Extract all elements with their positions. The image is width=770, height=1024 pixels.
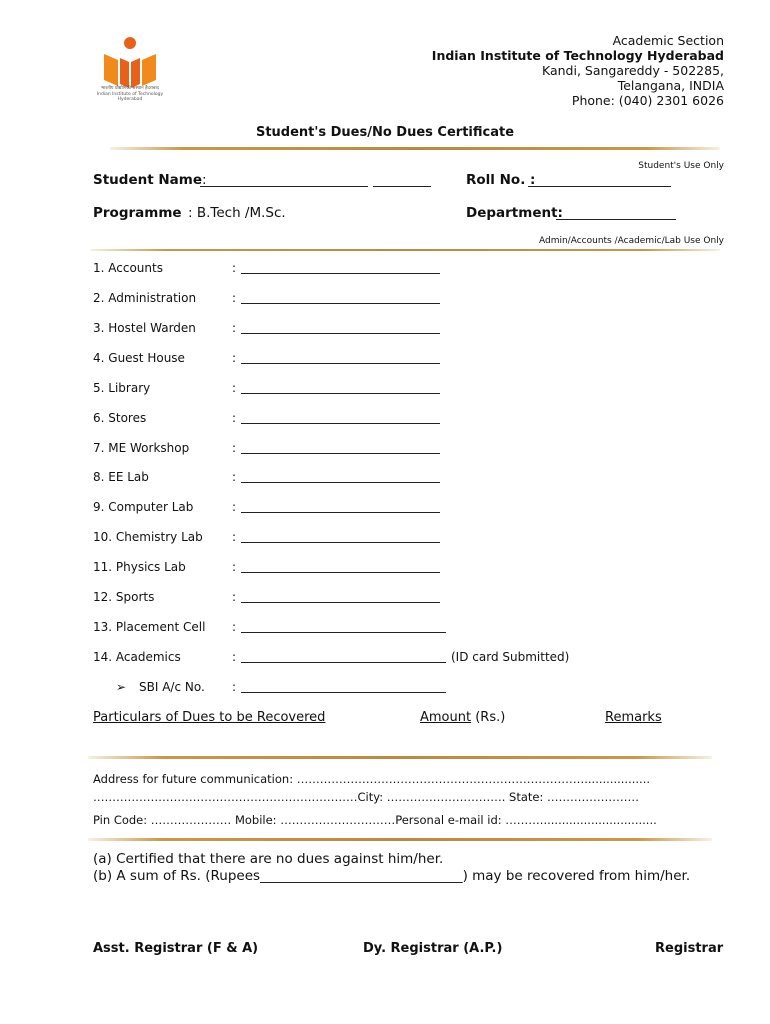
dues-row-field[interactable]	[241, 512, 440, 513]
dues-row-label: 9. Computer Lab	[93, 500, 194, 514]
dues-row-colon: :	[232, 411, 237, 425]
sbi-bullet-icon: ➢	[116, 680, 127, 694]
certification-recover-sum: (b) A sum of Rs. (Rupees______________________________) may be recovered from him/her.	[93, 868, 691, 884]
dues-row-colon: :	[232, 560, 237, 574]
dues-row-label: 12. Sports	[93, 590, 155, 604]
logo-caption-hindi: भारतीय प्रौद्योगिकी संस्थान हैदराबाद	[101, 86, 159, 91]
future-address-line-2[interactable]: ……………………………………………………………City: …………………………. State: ……………………	[93, 790, 640, 804]
logo-caption-city: Hyderabad	[117, 97, 143, 102]
remarks-column-header: Remarks	[605, 710, 662, 725]
phone-number: Phone: (040) 2301 6026	[571, 93, 724, 108]
dues-row-colon: :	[232, 441, 237, 455]
programme-value: : B.Tech /M.Sc.	[188, 205, 286, 221]
admin-use-note: Admin/Accounts /Academic/Lab Use Only	[539, 236, 724, 246]
department-label: Department:	[466, 205, 563, 221]
dues-row-label: 4. Guest House	[93, 351, 185, 365]
programme-label: Programme	[93, 205, 182, 221]
dues-row-colon: :	[232, 381, 237, 395]
student-name-label-text: Student Name	[93, 172, 203, 188]
dues-row-field[interactable]	[241, 303, 440, 304]
dues-row-field[interactable]	[241, 273, 440, 274]
address-divider	[88, 838, 712, 841]
admin-divider	[90, 249, 720, 251]
dues-row-field[interactable]	[241, 482, 440, 483]
roll-no-label: Roll No. :	[466, 172, 536, 188]
sbi-colon: :	[232, 680, 237, 694]
student-name-colon: :	[202, 172, 207, 188]
roll-no-field[interactable]	[528, 186, 671, 187]
dues-row-colon: :	[232, 530, 237, 544]
student-name-field-2[interactable]	[373, 186, 431, 187]
amount-column-header	[420, 710, 505, 725]
sbi-field[interactable]	[241, 692, 446, 693]
logo-caption-english: Indian Institute of Technology	[96, 91, 164, 97]
address-line-1: Kandi, Sangareddy - 502285,	[542, 63, 724, 78]
institute-address	[432, 33, 724, 108]
dues-row-field[interactable]	[241, 453, 440, 454]
dues-row-label: 3. Hostel Warden	[93, 321, 196, 335]
dues-row-colon: :	[232, 321, 237, 335]
dues-row-field[interactable]	[241, 632, 446, 633]
dues-row-label: 7. ME Workshop	[93, 441, 190, 455]
particulars-divider	[88, 756, 712, 759]
address-line-2: Telangana, INDIA	[617, 78, 724, 93]
dues-row-label: 14. Academics	[93, 650, 181, 664]
signature-registrar: Registrar	[655, 941, 724, 956]
dues-row-field[interactable]	[241, 602, 440, 603]
dues-row-label: 8. EE Lab	[93, 470, 149, 484]
dues-row-field[interactable]	[241, 662, 446, 663]
section-name: Academic Section	[612, 33, 724, 48]
dues-row-field[interactable]	[241, 423, 440, 424]
logo-caption	[92, 86, 168, 103]
dues-row-label: 11. Physics Lab	[93, 560, 186, 574]
dues-row-field[interactable]	[241, 333, 440, 334]
dues-row-field[interactable]	[241, 363, 440, 364]
dues-row-label: 13. Placement Cell	[93, 620, 206, 634]
dues-row-colon: :	[232, 351, 237, 365]
amount-label: Amount	[420, 710, 472, 725]
contact-details-line[interactable]: Pin Code: ………………… Mobile: …………………………Personal e-mail id: ………................................	[93, 813, 657, 827]
dues-row-field[interactable]	[241, 393, 440, 394]
dues-row-colon: :	[232, 590, 237, 604]
department-field[interactable]	[556, 219, 676, 220]
sbi-label: SBI A/c No.	[139, 680, 205, 694]
dues-row-colon: :	[232, 291, 237, 305]
dues-row-label: 1. Accounts	[93, 261, 163, 275]
dues-row-label: 6. Stores	[93, 411, 147, 425]
student-use-note: Student's Use Only	[638, 161, 724, 171]
page-title: Student's Dues/No Dues Certificate	[255, 125, 515, 140]
certification-no-dues: (a) Certified that there are no dues against him/her.	[93, 851, 444, 867]
dues-row-label: 2. Administration	[93, 291, 197, 305]
signature-dy-registrar: Dy. Registrar (A.P.)	[363, 941, 503, 956]
dues-row-label: 10. Chemistry Lab	[93, 530, 203, 544]
dues-row-colon: :	[232, 500, 237, 514]
student-name-field-1[interactable]	[200, 186, 368, 187]
dues-row-colon: :	[232, 261, 237, 275]
title-divider	[110, 147, 720, 150]
dues-row-field[interactable]	[241, 572, 440, 573]
dues-row-label: 5. Library	[93, 381, 151, 395]
id-card-note: (ID card Submitted)	[451, 650, 570, 664]
student-name-label	[93, 172, 207, 188]
dues-row-colon: :	[232, 470, 237, 484]
dues-row-field[interactable]	[241, 542, 440, 543]
dues-row-colon: :	[232, 620, 237, 634]
signature-asst-registrar: Asst. Registrar (F & A)	[93, 941, 259, 956]
amount-unit: (Rs.)	[475, 710, 506, 725]
particulars-column-header: Particulars of Dues to be Recovered	[93, 710, 326, 725]
institute-name: Indian Institute of Technology Hyderabad	[431, 48, 724, 63]
dues-row-colon: :	[232, 650, 237, 664]
future-address-line-1[interactable]: Address for future communication: …………………………………………………………………..................	[93, 772, 651, 786]
